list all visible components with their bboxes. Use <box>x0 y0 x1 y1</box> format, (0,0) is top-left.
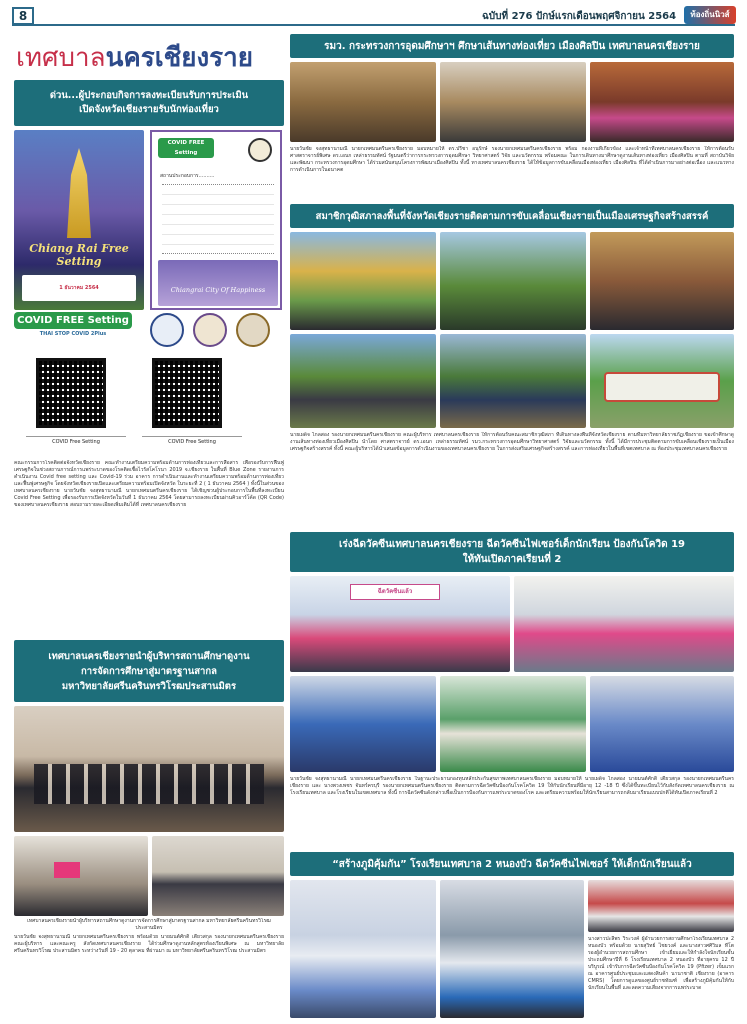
covid-free-logo <box>14 312 132 352</box>
right-story3-headline-line2: ให้ทันเปิดภาคเรียนที่ 2 <box>462 554 562 565</box>
right-story3-headline-line1: เร่งฉีดวัคซีนเทศบาลนครเชียงราย ฉีดวัคซีนไฟเซอร์เด็กนักเรียน ป้องกันโควิด 19 <box>339 539 685 550</box>
right-story1-headline: รมว. กระทรวงการอุดมศึกษาฯ ศึกษาเส้นทางท่องเที่ยว เมืองศิลปิน เทศบาลนครเชียงราย <box>290 34 734 58</box>
vaccination-photo-4 <box>440 676 586 772</box>
ministry-seal-icon <box>150 313 184 347</box>
school-vaccination-photo-2 <box>440 880 584 1018</box>
vaccination-photo-3 <box>290 676 436 772</box>
left-story2-headline <box>14 640 284 702</box>
ministry-visit-photo-2 <box>440 62 586 142</box>
certificate-footer-text: Chiangrai City Of Happiness <box>170 286 266 294</box>
issue-line: ฉบับที่ 276 ปักษ์แรกเดือนพฤศจิกายน 2564 <box>482 11 677 22</box>
left-story2-caption: เทศบาลนครเชียงรายนำผู้บริหารสถานศึกษาดูงานการจัดการศึกษาสู่มาตรฐานสากล มหาวิทยาลัยศรีนครินทรวิโรฒประสานมิตร <box>27 918 271 931</box>
right-story2-headline: สมาชิกวุฒิสภาลงพื้นที่จังหวัดเชียงรายติดตามการขับเคลื่อนเชียงรายเป็นเมืองเศรษฐกิจสร้างสรรค์ <box>290 204 734 228</box>
ministry-visit-photo-1 <box>290 62 436 142</box>
vaccination-photo-1 <box>290 576 510 672</box>
tram-vehicle <box>604 372 720 402</box>
qr-code-2-caption: COVID Free Setting <box>142 436 242 445</box>
left-story1-headline <box>14 80 284 126</box>
covid-free-logo-text: COVID FREE Setting <box>14 312 132 329</box>
study-visit-group-photo <box>14 706 284 832</box>
certificate-title: COVID FREE Setting <box>158 138 214 158</box>
right-story1-body: นายวันชัย จงสุทธานามณี นายกเทศมนตรีนครเชียงราย มอบหมายให้ ดร.ปรีชา อนุรักษ์ รองนายกเทศมนตรีนครเชียงราย พร้อม กองงานที่เกี่ยวข้อง และเจ้าหน้าที่เทศบาลนครเชียงราย ให้การต้อนรับ ศาสตราจารย์พิเศษ ดร.เอนก เหล่าธรรมทัศน์ รัฐมนตรีว่าการกระทรวงการอุดมศึกษา วิทยาศาสตร์ วิจัย และนวัตกรรม พร้อมคณะ ในการเดินทางมาศึกษาดูงานเส้นทางท่องเที่ยว เมืองศิลปิน ตามที่ สถาบันวิจัยและพัฒนา กระทรวงการอุดมศึกษา ได้ร่วมสนับสนุนโครงการพัฒนาเมืองศิลปิน ทั้งนี้ ทางเทศบาลนครเชียงราย ได้ให้ข้อมูลการขับเคลื่อนเมืองท่องเที่ยว เมืองศิลปิน ที่ได้ดำเนินการมาอย่างต่อเนื่อง และแนวทางการดำเนินการในอนาคต <box>290 146 734 173</box>
left-story2-headline-line2: การจัดการศึกษาสู่มาตรฐานสากล <box>81 665 217 677</box>
left-story2-body: นายวันชัย จงสุทธานามณี นายกเทศมนตรีนครเชียงราย พร้อมด้วย นายมนต์ศักดิ์ เตียวสกุล รองนายกเทศมนตรีนครเชียงราย คณะผู้บริหาร และคณะครู สังกัดเทศบาลนครเชียงราย ได้ร่วมศึกษาดูงานหลักสูตรห้องเรียนพิเศษ ณ มหาวิทยาลัยศรีนครินทรวิโรฒ ประสานมิตร ระหว่างวันที่ 19 - 20 ตุลาคม ที่ผ่านมา ณ มหาวิทยาลัยศรีนครินทรวิโรฒ ประสานมิตร <box>14 934 284 954</box>
vaccination-photo-2 <box>514 576 734 672</box>
gift-box <box>54 862 80 878</box>
poster-date: 1 ธันวาคม 2564 <box>59 285 99 291</box>
senate-visit-photo-2 <box>440 232 586 330</box>
group-people-silhouettes <box>34 764 264 804</box>
covid-free-certificate <box>150 130 282 310</box>
school-vaccination-photo-1 <box>290 880 436 1018</box>
newspaper-logo: ท้องถิ่นนิวส์ <box>684 6 736 24</box>
province-seal-icon <box>236 313 270 347</box>
senate-visit-photo-4 <box>290 334 436 428</box>
qr-code-2-pattern <box>152 358 222 428</box>
certificate-footer-banner <box>158 260 278 306</box>
masthead-part1: เทศบาล <box>16 43 106 73</box>
masthead-part2: นครเชียงราย <box>105 43 253 73</box>
qr-code-2[interactable] <box>152 358 222 428</box>
vaccination-photo-5 <box>590 676 734 772</box>
chiangrai-poster <box>14 130 144 310</box>
right-story4-headline: “สร้างภูมิคุ้มกัน” โรงเรียนเทศบาล 2 หนองบัว ฉีดวัคซีนไฟเซอร์ ให้เด็กนักเรียนแล้ว <box>290 852 734 876</box>
qr-code-1-pattern <box>36 358 106 428</box>
vaccinated-sign: ฉีดวัคซีนแล้ว <box>350 584 440 600</box>
certificate-seal-icon <box>248 138 272 162</box>
school-vaccination-photo-3 <box>588 880 734 932</box>
certificate-line: สถานประกอบการ.......... <box>160 173 215 179</box>
clock-tower-illustration <box>59 148 99 238</box>
page-number: 8 <box>12 7 34 25</box>
page-header-bar <box>12 6 735 26</box>
left-story1-headline-line1: ด่วน...ผู้ประกอบกิจการลงทะเบียนรับการประเมิน <box>49 90 249 101</box>
ministry-visit-photo-3 <box>590 62 734 142</box>
senate-visit-photo-3 <box>590 232 734 330</box>
right-story3-body: นายวันชัย จงสุทธานามณี นายกเทศมนตรีนครเชียงราย ในฐานะประธานกองทุนหลักประกันสุขภาพเทศบาลนครเชียงราย มอบหมายให้ นายเผด็จ ไกลสอง นายมนต์ศักดิ์ เตียวสกุล รองนายกเทศมนตรีนครเชียงราย และ นางพวงเพชร จันทร์ครบุรี รองนายกเทศมนตรีนครเชียงราย ติดตามการฉีดวัคซีนป้องกันโรคโควิด 19 ให้กับนักเรียนที่มีอายุ 12 -18 ปี ซึ่งได้ขึ้นทะเบียนไว้กับสังกัดเทศบาลนครเชียงราย ณ โรงเรียนเทศบาล และโรงเรียนในเขตเทศบาล ทั้งนี้ การฉีดวัคซีนดังกล่าวเพื่อเป็นการป้องกันการแพร่ระบาดของโรค และเตรียมความพร้อมให้นักเรียนสามารถกลับมาเรียนแบบปกติได้ทันเปิดภาคเรียนที่ 2 <box>290 776 734 796</box>
left-story1-body: คณะกรรมการโรคติดต่อจังหวัดเชียงราย คณะทำงานเตรียมความพร้อมด้านการท่องเที่ยวและการสื่อสาร เพื่อรองรับการฟื้นฟูเศรษฐกิจในช่วงสถานการณ์การแพร่ระบาดของโรคติดเชื้อไวรัสโคโรนา 2019 จ.เชียงราย ในพื้นที่ Blue Zone รายงานการดำเนินงาน Covid free setting และ Covid-19 ร่วม อาคาร การดำเนินงานและทำงานเตรียมความพร้อมด้านการท่องเที่ยวและฟื้นฟูเศรษฐกิจ โดยจังหวัดเชียงรายเปิดและเตรียมความพร้อมเปิดจังหวัด ในระยะที่ 2 ( 1 ธันวาคม 2564 ) ทั้งนี้ในส่วนของเทศบาลนครเชียงราย นายวันชัย จงสุทธานามณี นายกเทศมนตรีนครเชียงราย ได้เชิญชวนผู้ประกอบการในพื้นที่ลงทะเบียน Covid Free Setting เพื่อรองรับการเปิดจังหวัดในวันที่ 1 ธันวาคม 2564 โดยสามารถลงทะเบียนผ่านคิวอาร์โค้ด (QR Code) ของเทศบาลนครเชียงราย สอบถามรายละเอียดเพิ่มเติมได้ที่ เทศบาลนครเชียงราย <box>14 460 284 508</box>
thai-stop-covid-text: THAI STOP COVID 2Plus <box>39 331 107 337</box>
study-visit-photo-3 <box>152 836 284 916</box>
left-story2-headline-line3: มหาวิทยาลัยศรีนครินทรวิโรฒประสานมิตร <box>61 680 237 692</box>
masthead <box>16 40 284 76</box>
study-visit-photo-2 <box>14 836 148 916</box>
qr-code-1-caption: COVID Free Setting <box>26 436 126 445</box>
left-story1-headline-line2: เปิดจังหวัดเชียงรายรับนักท่องเที่ยว <box>79 104 219 115</box>
right-story3-headline <box>290 532 734 572</box>
right-story4-body: นางสาวปะลีพร วิระวงค์ ผู้อำนวยการสถานศึกษาโรงเรียนเทศบาล 2 หนองบัว พร้อมด้วย นายสุวิทย์ ไชยวงค์ และนางสาวศศิวิมล ทีโต รองผู้อำนวยการสถานศึกษา เข้าเยี่ยมและให้กำลังใจนักเรียนชั้นประถมศึกษาปีที่ 6 โรงเรียนเทศบาล 2 หนองบัว ที่อายุครบ 12 ปี บริบูรณ์ เข้ารับการฉีดวัคซีนป้องกันโรคโควิด 19 (Pfizer) เข็มแรก ณ อาคารศูนย์ประชุมและแสดงสินค้า นานาชาติ เชียงราย (อาคาร CMRS) โดยการดูแลของศูนย์ราชทัณฑ์ เพื่อสร้างภูมิคุ้มกันให้กับนักเรียนในพื้นที่ และลดความเสี่ยงจากการแพร่ระบาด <box>588 936 734 991</box>
left-story2-headline-line1: เทศบาลนครเชียงรายนำผู้บริหารสถานศึกษาดูงาน <box>48 650 250 662</box>
senate-visit-photo-5 <box>440 334 586 428</box>
certificate-form-lines <box>162 184 274 254</box>
senate-visit-photo-1 <box>290 232 436 330</box>
poster-info-box <box>22 275 136 301</box>
senate-visit-tram-photo <box>590 334 734 428</box>
poster-caption: Chiang Rai Free Setting <box>29 242 129 268</box>
right-story2-body: นายเผด็จ ไกลสอง รองนายกเทศมนตรีนครเชียงราย คณะผู้บริหาร เทศบาลนครเชียงราย ให้การต้อนรับคณะสมาชิกวุฒิสภา ที่เดินทางลงพื้นที่จังหวัดเชียงราย ตามที่มหาวิทยาลัยราชภัฏเชียงราย ขอเข้าศึกษาดูงานเส้นทางท่องเที่ยวเมืองศิลปิน นำโดย ศาสตราจารย์ ดร.เอนก เหล่าธรรมทัศน์ รมว.กระทรวงการอุดมศึกษาวิทยาศาสตร์ วิจัยและนวัตกรรม ทั้งนี้ ได้มีการประชุมติดตามการขับเคลื่อนเชียงรายเป็นเมืองเศรษฐกิจสร้างสรรค์ ทั้งนี้ คณะผู้บริหารได้นำเสนอข้อมูลการดำเนินงานของเทศบาลนครเชียงราย ในการส่งเสริมเศรษฐกิจสร้างสรรค์ และการท่องเที่ยวในพื้นที่เขตเทศบาล ณ ห้องประชุมเทศบาลนครเชียงราย <box>290 432 734 452</box>
municipality-seal-icon <box>193 313 227 347</box>
qr-code-1[interactable] <box>36 358 106 428</box>
